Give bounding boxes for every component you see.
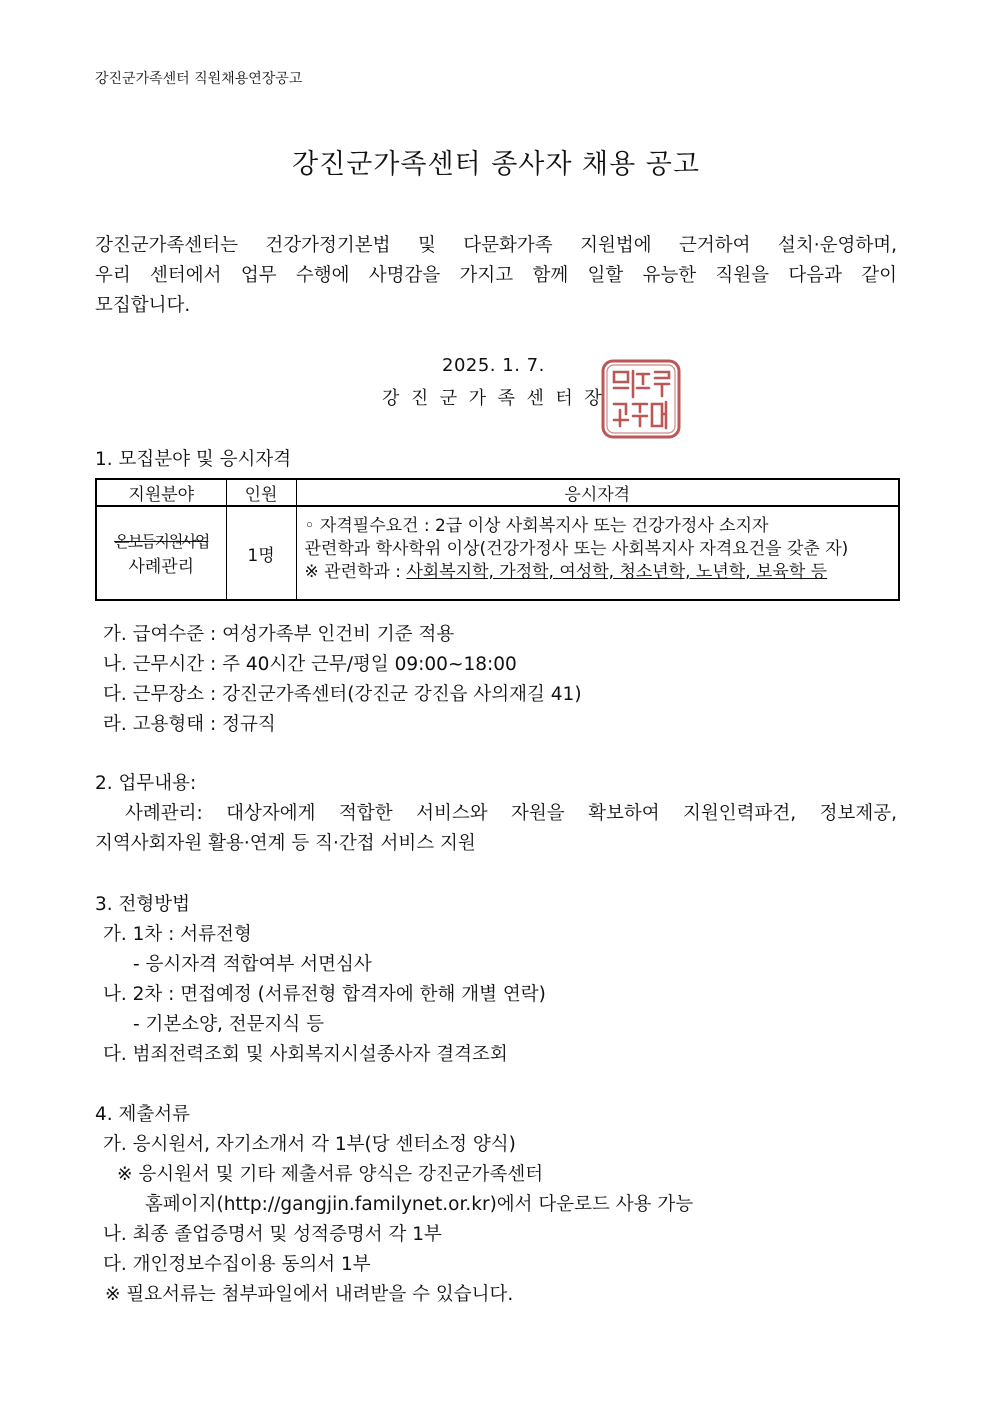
table-header-row [96, 479, 899, 506]
duties-paragraph [95, 799, 897, 825]
work-place-item: 다. 근무장소 : 강진군가족센터(강진군 강진읍 사의재길 41) [103, 684, 582, 705]
section2-heading: 2. 업무내용: [95, 773, 197, 794]
col-header-count: 인원 [226, 479, 296, 506]
field-cell [96, 506, 226, 600]
field-name: 사례관리 [128, 557, 195, 577]
header-note: 강진군가족센터 직원채용연장공고 [95, 71, 303, 87]
field-struck: 온보듬지원사업 [114, 532, 209, 551]
issuer-name: 강진군가족센터장 [382, 388, 614, 409]
page-title: 강진군가족센터 종사자 채용 공고 [292, 149, 700, 180]
work-hours-item: 나. 근무시간 : 주 40시간 근무/평일 09:00~18:00 [103, 654, 517, 675]
announcement-date: 2025. 1. 7. [442, 355, 545, 376]
table-row [96, 506, 899, 600]
section1-heading: 1. 모집분야 및 응시자격 [95, 449, 292, 470]
related-departments: 사회복지학, 가정학, 여성학, 청소년학, 노년학, 보육학 등 [406, 562, 828, 582]
col-header-field: 지원분야 [96, 479, 226, 506]
stage2-detail: - 기본소양, 전문지식 등 [133, 1014, 325, 1035]
stage2-item: 나. 2차 : 면접예정 (서류전형 합격자에 한해 개별 연락) [103, 984, 546, 1005]
qual-line: ◦ 자격필수요건 : 2급 이상 사회복지사 또는 건강가정사 소지자 [304, 516, 769, 536]
employment-type-item: 라. 고용형태 : 정규직 [103, 714, 276, 735]
privacy-consent-item: 다. 개인정보수집이용 동의서 1부 [103, 1254, 371, 1275]
intro-line: 강진군가족센터는 건강가정기본법 및 다문화가족 지원법에 근거하여 설치·운영하며, [95, 235, 897, 256]
duties-line: 지역사회자원 활용·연계 등 직·간접 서비스 지원 [95, 833, 476, 854]
duties-line: 사례관리: 대상자에게 적합한 서비스와 자원을 확보하여 지원인력파견, 정보제공, [125, 803, 897, 824]
qual-line: 관련학과 학사학위 이상(건강가정사 또는 사회복지사 자격요건을 갖춘 자) [304, 539, 849, 559]
background-check-item: 다. 범죄전력조회 및 사회복지시설종사자 결격조회 [103, 1044, 508, 1065]
stage1-detail: - 응시자격 적합여부 서면심사 [133, 954, 372, 975]
official-seal [600, 358, 682, 440]
salary-item: 가. 급여수준 : 여성가족부 인건비 기준 적용 [103, 624, 455, 645]
documents-note: ※ 응시원서 및 기타 제출서류 양식은 강진군가족센터 [117, 1164, 544, 1185]
section3-heading: 3. 전형방법 [95, 894, 191, 915]
recruitment-table [95, 478, 900, 601]
certificates-item: 나. 최종 졸업증명서 및 성적증명서 각 1부 [103, 1224, 442, 1245]
qualification-cell [296, 506, 899, 600]
col-header-qualification: 응시자격 [296, 479, 899, 506]
intro-line: 우리 센터에서 업무 수행에 사명감을 가지고 함께 일할 유능한 직원을 다음과 같이 [95, 265, 897, 286]
intro-line: 모집합니다. [95, 295, 191, 316]
qual-line [305, 561, 893, 584]
documents-item: 가. 응시원서, 자기소개서 각 1부(당 센터소정 양식) [103, 1134, 516, 1155]
section4-heading: 4. 제출서류 [95, 1104, 191, 1125]
stage1-item: 가. 1차 : 서류전형 [103, 924, 252, 945]
attachment-note: ※ 필요서류는 첨부파일에서 내려받을 수 있습니다. [105, 1284, 514, 1305]
count-cell: 1명 [226, 506, 296, 600]
intro-paragraph [95, 231, 897, 321]
qual-prefix: ※ 관련학과 : [304, 562, 407, 582]
homepage-note: 홈페이지(http://gangjin.familynet.or.kr)에서 다운로드 사용 가능 [145, 1194, 694, 1215]
